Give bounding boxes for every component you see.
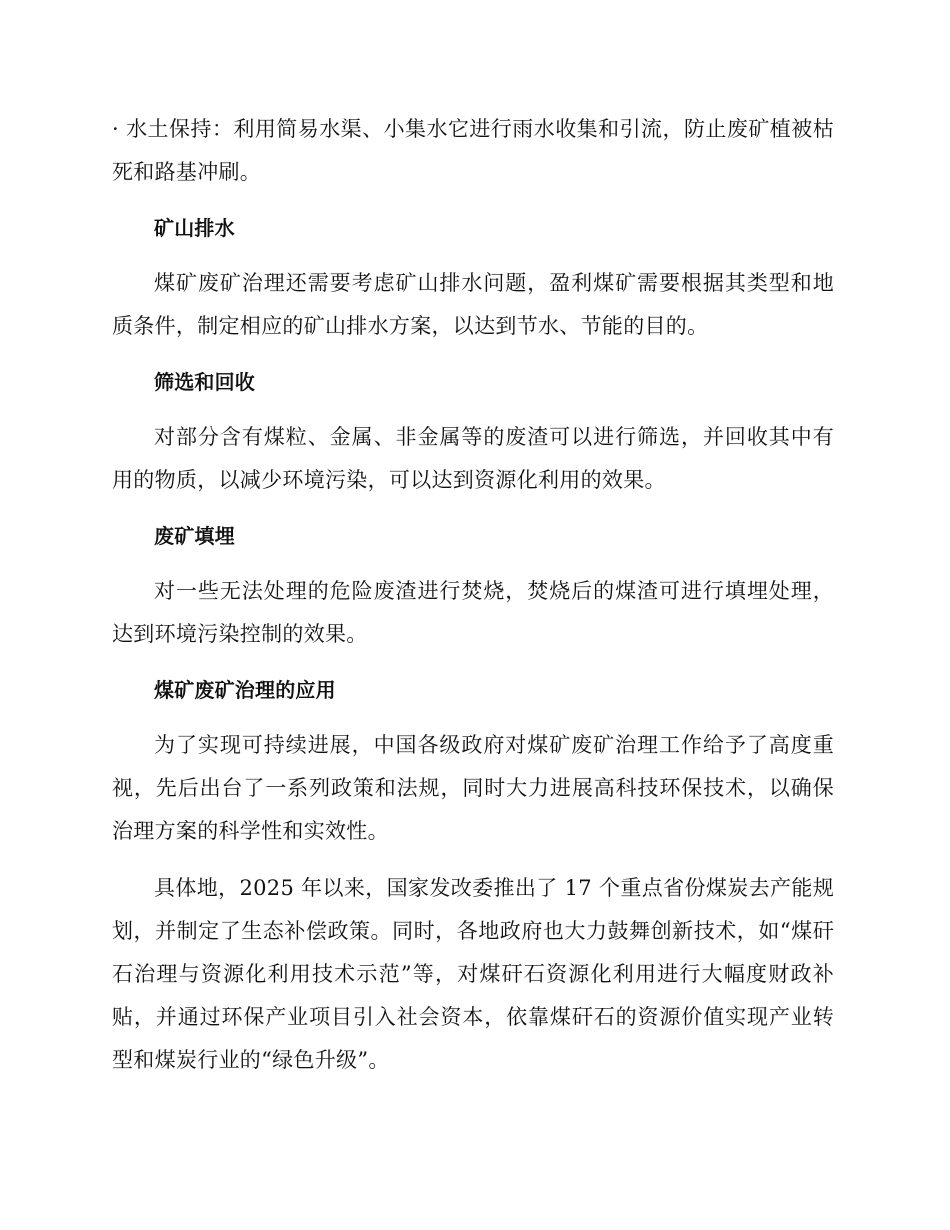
bullet-soil-conservation: · 水土保持：利用简易水渠、小集水它进行雨水收集和引流，防止废矿植被枯死和路基冲刷。 bbox=[112, 117, 834, 184]
paragraph-mine-drainage: 煤矿废矿治理还需要考虑矿山排水问题，盈利煤矿需要根据其类型和地质条件，制定相应的矿山排水方案，以达到节水、节能的目的。 bbox=[112, 271, 834, 338]
paragraph-application-2: 具体地，2025 年以来，国家发改委推出了 17 个重点省份煤炭去产能规划，并制定了生态补偿政策。同时，各地政府也大力鼓舞创新技术，如“煤矸石治理与资源化利用技术示范”等，对煤矸石资源化利用进行大幅度财政补贴，并通过环保产业项目引入社会资本，依靠煤矸石的资源价值实现产业转型和煤炭行业的“绿色升级”。 bbox=[112, 876, 834, 1072]
heading-waste-landfill: 废矿填埋 bbox=[154, 524, 235, 548]
heading-mine-drainage: 矿山排水 bbox=[154, 216, 235, 240]
heading-application: 煤矿废矿治理的应用 bbox=[154, 678, 336, 702]
document-body bbox=[112, 108, 834, 1082]
heading-screening-recovery: 筛选和回收 bbox=[154, 370, 255, 394]
paragraph-screening-recovery: 对部分含有煤粒、金属、非金属等的废渣可以进行筛选，并回收其中有用的物质，以减少环境污染，可以达到资源化利用的效果。 bbox=[112, 425, 834, 492]
paragraph-application-1: 为了实现可持续进展，中国各级政府对煤矿废矿治理工作给予了高度重视，先后出台了一系列政策和法规，同时大力进展高科技环保技术，以确保治理方案的科学性和实效性。 bbox=[112, 733, 834, 843]
paragraph-waste-landfill: 对一些无法处理的危险废渣进行焚烧，焚烧后的煤渣可进行填埋处理，达到环境污染控制的效果。 bbox=[112, 579, 834, 646]
